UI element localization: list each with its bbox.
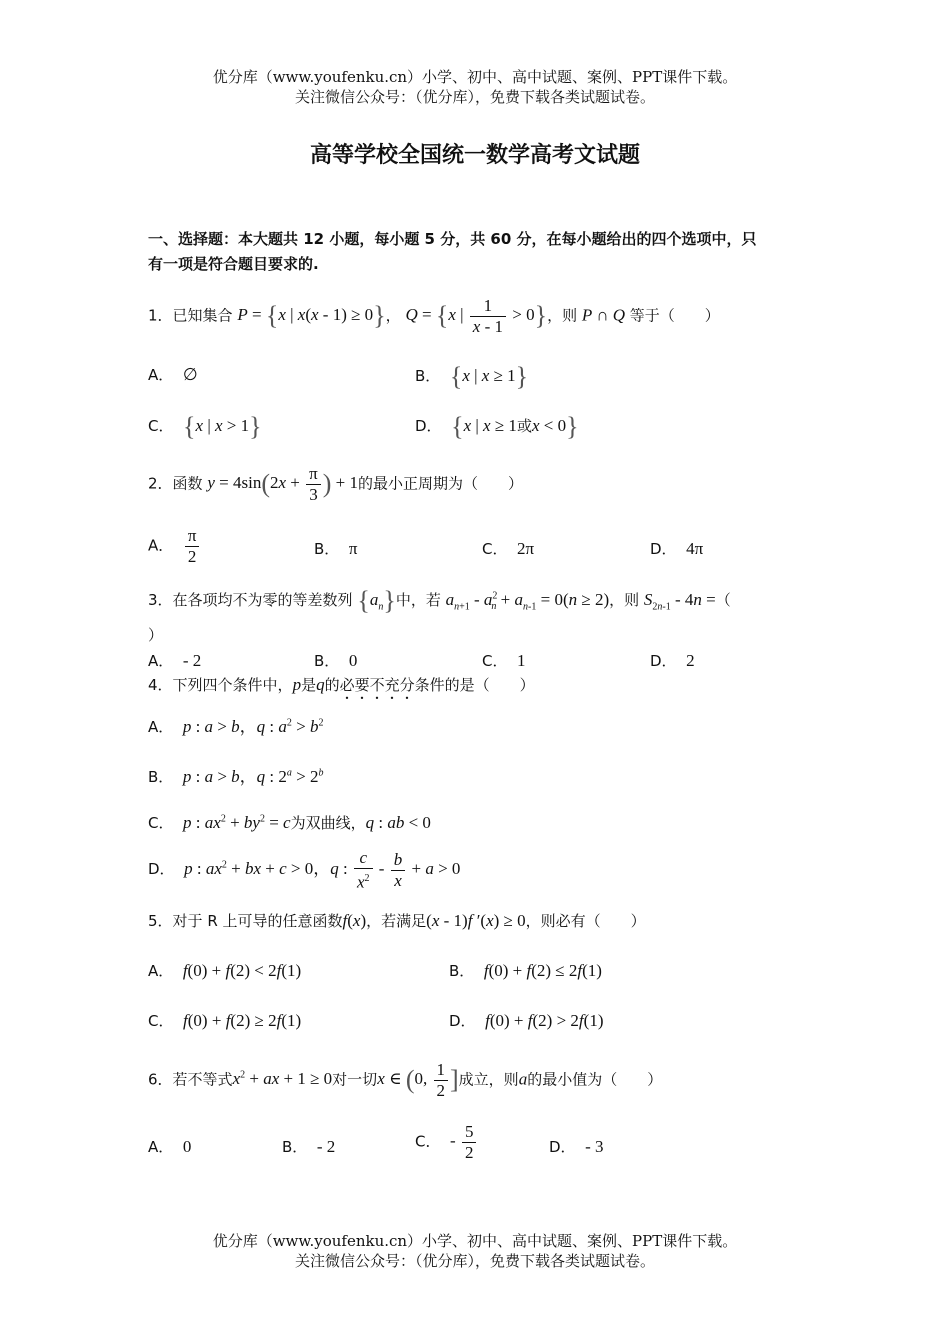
math-function: y = 4sin(2x + $\frac{\pi}{3}$ ) + 1 <box>207 464 358 504</box>
option-value: 2 <box>686 651 695 670</box>
math-intersection: P ∩ Q <box>581 305 626 325</box>
q2-option-d[interactable] <box>650 538 703 559</box>
option-math: {x | x > 1} <box>183 412 262 441</box>
q5-option-a[interactable] <box>148 960 301 981</box>
math-sequence: $\{a_n\}$ <box>357 586 396 615</box>
option-math: π <box>348 539 358 558</box>
option-label: B． <box>449 962 475 980</box>
question-text: 的最小正周期为（ ） <box>358 474 524 493</box>
option-math: 4π <box>686 539 704 558</box>
q5-option-c[interactable] <box>148 1010 301 1031</box>
math-condition: $a_{n+1} - a^2_n + a_{n-1} = 0(n \ge 2)$ <box>445 589 610 613</box>
question-text: ，若满足 <box>366 912 427 930</box>
question-text: ，则必有（ ） <box>525 912 646 930</box>
question-number: 2． <box>148 474 173 493</box>
var-p: p <box>292 675 302 694</box>
question-number: 5． <box>148 912 173 930</box>
section-heading-line-1: 一、选择题：本大题共 12 小题，每小题 5 分，共 60 分，在每小题给出的四个选项中，只 <box>148 230 757 248</box>
option-label: D． <box>148 860 175 879</box>
var-a: a <box>518 1069 528 1089</box>
option-label: D． <box>650 652 677 670</box>
var-q: q <box>316 675 325 694</box>
option-label: B． <box>314 652 340 670</box>
question-text: 是 <box>301 676 317 694</box>
q4-option-b[interactable] <box>148 762 324 787</box>
question-text: 对于 R 上可导的任意函数 <box>172 912 343 930</box>
q1-option-c[interactable] <box>148 412 262 442</box>
question-text: （ <box>715 590 731 609</box>
option-label: D． <box>449 1012 476 1030</box>
option-math: q : ab < 0 <box>365 813 431 832</box>
option-label: B． <box>415 366 441 385</box>
question-text: 中，若 <box>395 590 441 609</box>
option-math: - $\frac{5}{2}$ <box>450 1131 478 1150</box>
question-number: 4． <box>148 676 173 694</box>
page-title: 高等学校全国统一数学高考文试题 <box>309 143 640 168</box>
option-label: A． <box>148 366 174 384</box>
q5-option-b[interactable] <box>449 960 602 981</box>
q4-option-d[interactable] <box>148 848 460 893</box>
option-label: D． <box>650 540 677 558</box>
q4-option-a[interactable] <box>148 712 323 737</box>
q3-option-a[interactable] <box>148 650 201 671</box>
option-label: A． <box>148 652 174 670</box>
question-text: 下列四个条件中， <box>172 676 293 694</box>
question-text: 已知集合 <box>172 306 233 325</box>
header-line-2: 关注微信公众号：（优分库），免费下载各类试题试卷。 <box>294 88 655 106</box>
option-math: f(0) + f(2) < 2f(1) <box>182 961 302 980</box>
option-label: D． <box>415 416 442 435</box>
option-math: $\frac{\pi}{2}$ <box>183 535 202 554</box>
question-5 <box>148 910 646 931</box>
option-math: {x | x ≥ 1} <box>449 362 529 391</box>
q1-option-b[interactable] <box>415 362 528 392</box>
footer-line-1: 优分库（www.youfenku.cn）小学、初中、高中试题、案例、PPT课件下载。 <box>212 1232 738 1250</box>
math-condition: (x - 1)f ′(x) ≥ 0 <box>426 911 526 930</box>
or-word: 或 <box>516 416 532 435</box>
math-inequality: $x^2$ + ax + 1 ≥ 0 <box>232 1069 333 1089</box>
question-text: 条件的是（ ） <box>414 676 535 694</box>
q3-option-b[interactable] <box>314 650 357 671</box>
option-label: A． <box>148 536 174 555</box>
q2-option-c[interactable] <box>482 538 534 559</box>
option-label: B． <box>282 1138 308 1156</box>
math-set-p: P = {x | x(x - 1) ≥ 0} <box>237 301 386 331</box>
q3-option-c[interactable] <box>482 650 526 671</box>
q5-option-d[interactable] <box>449 1010 603 1031</box>
option-label: C． <box>415 1132 441 1151</box>
question-text: 若不等式 <box>172 1070 233 1089</box>
question-text: ，则 <box>547 306 578 325</box>
option-label: C． <box>482 540 508 558</box>
q1-option-d[interactable] <box>415 412 579 442</box>
question-3 <box>148 586 731 616</box>
option-label: A． <box>148 718 174 736</box>
math-interval: x ∈ (0, $\frac{1}{2}$ ] <box>377 1060 459 1100</box>
question-6 <box>148 1060 662 1101</box>
question-3-continued: ） <box>148 626 164 644</box>
question-number: 6． <box>148 1070 173 1089</box>
math-expression: $S_{2n-1} - 4n$ = <box>643 589 716 613</box>
q6-option-a[interactable] <box>148 1136 191 1157</box>
emphasized-text: 必要不充分 <box>339 676 415 694</box>
option-math: p : $ax^2 + by^2 = c$ <box>183 813 291 832</box>
question-number: 1． <box>148 306 173 325</box>
option-math: f(0) + f(2) > 2f(1) <box>485 1011 604 1030</box>
option-math: p : $ax^2$ + bx + c > 0，q : $\frac{c}{x^2}$ - $\frac{b}{x}$ + a > 0 <box>184 848 461 892</box>
question-text: 在各项均不为零的等差数列 <box>172 590 353 609</box>
option-label: D． <box>549 1138 576 1156</box>
math-set-q: Q = {x | $\frac{1}{x - 1}$ > 0} <box>405 296 548 336</box>
q6-option-c[interactable] <box>415 1122 478 1163</box>
q6-option-b[interactable] <box>282 1136 335 1157</box>
option-value: 1 <box>517 651 526 670</box>
empty-set-symbol: ∅ <box>182 365 198 384</box>
question-text: 的最小值为（ ） <box>527 1070 663 1089</box>
option-value: - 2 <box>316 1137 336 1156</box>
question-2 <box>148 464 523 505</box>
option-label: C． <box>148 814 174 832</box>
option-label: C． <box>148 1012 174 1030</box>
question-text: ，则 <box>609 590 640 609</box>
option-text: 为双曲线， <box>290 814 366 832</box>
section-heading-line-2: 有一项是符合题目要求的. <box>148 255 319 273</box>
q6-option-d[interactable] <box>549 1136 604 1157</box>
option-math: f(0) + f(2) ≥ 2f(1) <box>183 1011 302 1030</box>
option-math: p : a > b，q : $2^a > 2^b$ <box>182 767 324 786</box>
question-number: 3． <box>148 590 173 609</box>
option-value: - 3 <box>585 1137 604 1156</box>
option-value: - 2 <box>182 651 202 670</box>
question-text: 等于（ ） <box>629 306 720 325</box>
q1-option-a[interactable] <box>148 364 198 385</box>
q3-option-d[interactable] <box>650 650 695 671</box>
option-label: A． <box>148 1138 174 1156</box>
question-1 <box>148 296 720 337</box>
option-label: A． <box>148 962 174 980</box>
option-label: C． <box>148 416 174 435</box>
q2-option-a[interactable] <box>148 526 201 567</box>
question-4 <box>148 674 535 703</box>
option-label: B． <box>314 540 340 558</box>
option-math: 2π <box>517 539 535 558</box>
comma: ， <box>385 306 401 325</box>
option-math: {x | x ≥ 1或x < 0} <box>451 412 579 441</box>
option-value: 0 <box>182 1137 192 1156</box>
q4-option-c[interactable] <box>148 812 431 833</box>
question-text: 对一切 <box>332 1070 378 1089</box>
option-math: f(0) + f(2) ≤ 2f(1) <box>483 961 602 980</box>
q2-option-b[interactable] <box>314 538 357 559</box>
option-math: p : a > b，q : $a^2 > b^2$ <box>182 717 324 736</box>
question-text: 函数 <box>172 474 203 493</box>
header-line-1: 优分库（www.youfenku.cn）小学、初中、高中试题、案例、PPT课件下载。 <box>212 68 738 86</box>
question-text: 的 <box>324 676 340 694</box>
question-text: 成立，则 <box>458 1070 519 1089</box>
option-label: C． <box>482 652 508 670</box>
math-function: f(x) <box>342 911 367 930</box>
option-label: B． <box>148 768 174 786</box>
footer-line-2: 关注微信公众号：（优分库），免费下载各类试题试卷。 <box>294 1252 655 1270</box>
option-value: 0 <box>348 651 358 670</box>
